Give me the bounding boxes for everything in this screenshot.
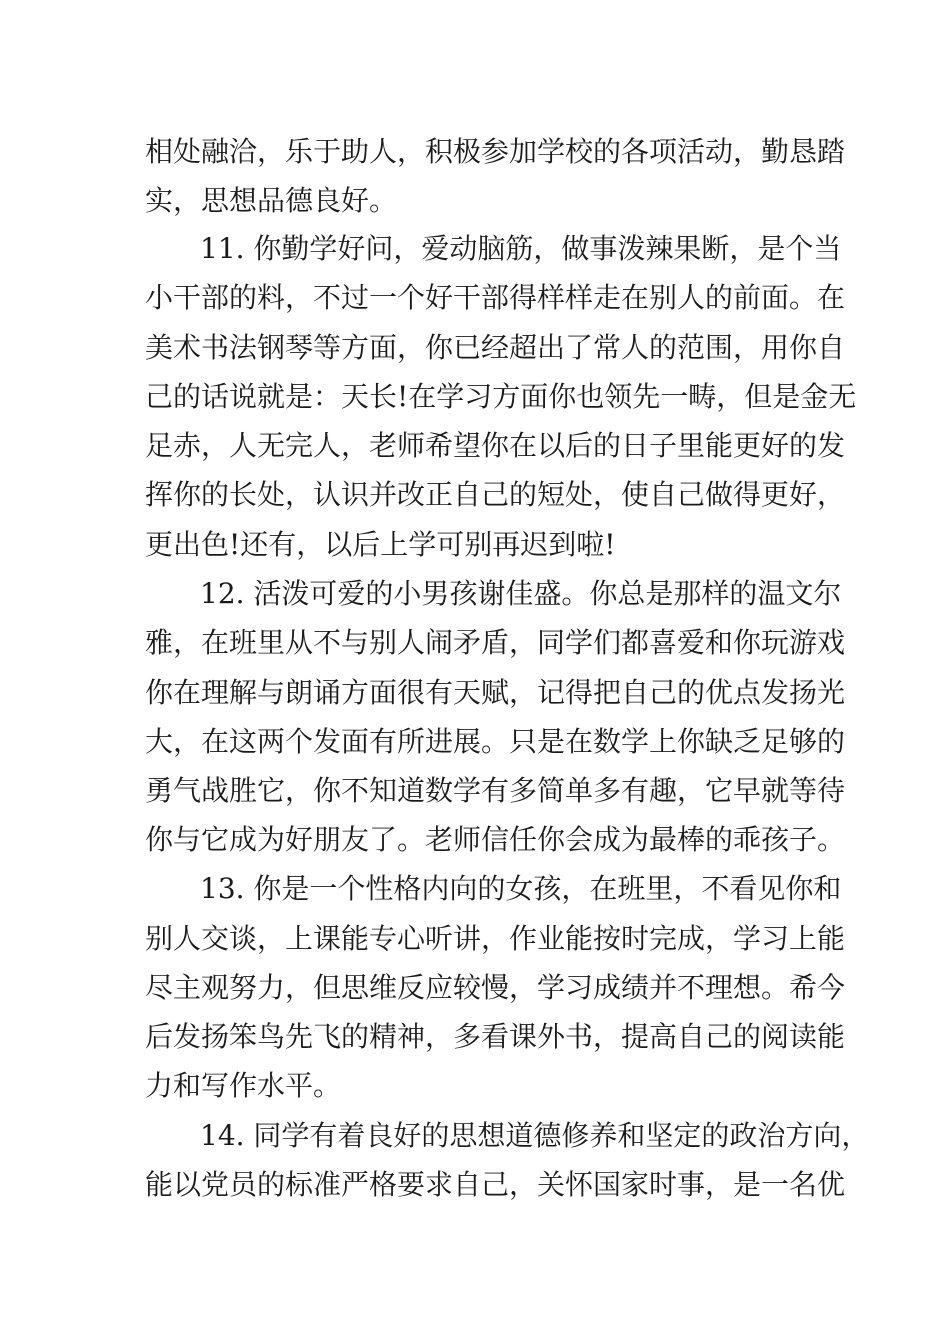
text-line: 尽主观努力，但思维反应较慢，学习成绩并不理想。希今 [145,971,846,1004]
text-line: 更出色!还有，以后上学可别再迟到啦! [145,528,616,561]
text-line: 足赤，人无完人，老师希望你在以后的日子里能更好的发 [145,429,846,462]
text-line: 别人交谈，上课能专心听讲，作业能按时完成，学习上能 [145,922,846,955]
paragraph-12-start: 12. 活泼可爱的小男孩谢佳盛。你总是那样的温文尔 [200,577,842,610]
text-line: 美术书法钢琴等方面，你已经超出了常人的范围，用你自 [145,331,846,364]
paragraph-14-start: 14. 同学有着良好的思想道德修养和坚定的政治方向， [200,1119,870,1152]
text-line: 相处融洽，乐于助人，积极参加学校的各项活动，勤恳踏 [145,135,846,168]
text-line: 你在理解与朗诵方面很有天赋，记得把自己的优点发扬光 [145,676,846,709]
text-line: 你与它成为好朋友了。老师信任你会成为最棒的乖孩子。 [145,823,846,856]
text-line: 力和写作水平。 [145,1069,342,1102]
text-line: 挥你的长处，认识并改正自己的短处，使自己做得更好， [145,478,846,511]
text-line: 勇气战胜它，你不知道数学有多简单多有趣，它早就等待 [145,774,846,807]
text-line: 后发扬笨鸟先飞的精神，多看课外书，提高自己的阅读能 [145,1020,846,1053]
paragraph-11-start: 11. 你勤学好问，爱动脑筋，做事泼辣果断，是个当 [200,232,842,265]
text-line: 小干部的料，不过一个好干部得样样走在别人的前面。在 [145,281,846,314]
text-line: 己的话说就是：天长!在学习方面你也领先一畴，但是金无 [145,380,857,413]
text-line: 能以党员的标准严格要求自己，关怀国家时事，是一名优 [145,1168,846,1201]
paragraph-13-start: 13. 你是一个性格内向的女孩，在班里，不看见你和 [200,872,842,905]
text-line: 大，在这两个发面有所进展。只是在数学上你缺乏足够的 [145,725,846,758]
text-line: 实，思想品德良好。 [145,184,398,217]
text-line: 雅，在班里从不与别人闹矛盾，同学们都喜爱和你玩游戏 [145,626,846,659]
